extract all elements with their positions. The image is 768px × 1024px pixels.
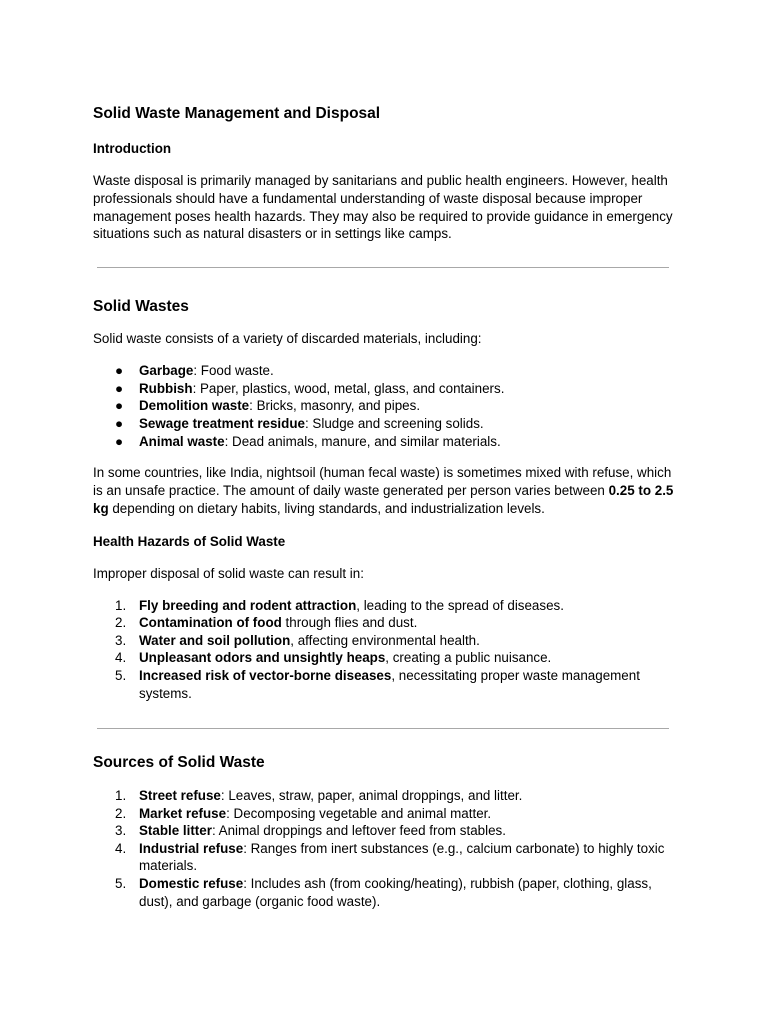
list-item [93,380,683,398]
list-number: 1. [115,597,127,613]
hazards-list [93,597,683,703]
list-item [93,362,683,380]
list-number: 2. [115,615,127,631]
list-item-desc: , leading to the spread of diseases. [356,597,564,613]
divider-wrap-1 [93,243,683,276]
solid-wastes-lead: Solid waste consists of a variety of discarded materials, including: [93,331,482,347]
intro-heading: Introduction [93,141,172,156]
list-item-desc: : Sludge and screening solids. [304,415,484,431]
list-item [93,597,683,615]
list-item-term: Unpleasant odors and unsightly heaps [139,650,386,666]
bullet-icon: ● [115,433,124,449]
list-item-desc: : Animal droppings and leftover feed from stables. [211,823,506,839]
section-divider [97,728,669,729]
list-item-desc: : Paper, plastics, wood, metal, glass, and containers. [192,380,505,396]
solid-wastes-heading: Solid Wastes [93,298,189,316]
list-item-desc: : Includes ash (from cooking/heating), rubbish (paper, clothing, glass, dust), and garbage (organic food waste). [139,876,652,909]
waste-types-list [93,362,683,450]
list-item-desc: : Dead animals, manure, and similar materials. [224,433,501,449]
list-item-desc: : Leaves, straw, paper, animal droppings, and litter. [220,788,523,804]
list-item-desc: : Ranges from inert substances (e.g., calcium carbonate) to highly toxic materials. [139,840,665,874]
list-item-term: Street refuse [139,788,221,804]
list-item [93,805,683,823]
list-item-desc: through flies and dust. [281,615,418,631]
list-number: 4. [115,840,127,856]
list-item [93,632,683,650]
list-item-term: Demolition waste [139,398,250,414]
list-number: 5. [115,667,127,683]
list-item [93,433,683,451]
list-item-term: Increased risk of vector-borne diseases [139,667,392,683]
list-item-desc: , creating a public nuisance. [385,650,552,666]
list-number: 5. [115,876,127,892]
list-item [93,649,683,667]
list-number: 3. [115,632,127,648]
waste-amount-range: 0.25 to 2.5 kg [93,482,674,516]
list-item-term: Stable litter [139,823,212,839]
list-number: 1. [115,788,127,804]
sources-list [93,787,683,910]
list-item-desc: , necessitating proper waste management systems. [139,667,640,701]
list-item-term: Sewage treatment residue [139,415,305,431]
nightsoil-text-after: depending on dietary habits, living standards, and industrialization levels. [108,500,545,516]
section-divider [97,267,669,268]
list-number: 2. [115,805,127,821]
list-item [93,840,683,875]
list-number: 4. [115,650,127,666]
list-item-term: Contamination of food [139,615,282,631]
sources-heading: Sources of Solid Waste [93,754,265,772]
bullet-icon: ● [115,363,124,379]
document-title: Solid Waste Management and Disposal [93,105,381,122]
list-item [93,667,683,702]
document-content [93,103,683,910]
list-item-desc: : Food waste. [193,363,274,379]
divider-wrap-2 [93,702,683,730]
list-item-desc: : Decomposing vegetable and animal matter. [226,805,492,821]
nightsoil-paragraph [93,464,683,517]
list-item-term: Animal waste [139,433,225,449]
list-item-term: Industrial refuse [139,840,244,856]
hazards-heading: Health Hazards of Solid Waste [93,533,286,549]
bullet-icon: ● [115,398,124,414]
list-item-term: Water and soil pollution [139,632,291,648]
list-item [93,787,683,805]
list-item [93,397,683,415]
list-item-term: Rubbish [139,380,193,396]
list-item-term: Fly breeding and rodent attraction [139,597,357,613]
bullet-icon: ● [115,380,124,396]
list-item-term: Market refuse [139,805,227,821]
nightsoil-text-before: In some countries, like India, nightsoil (human fecal waste) is sometimes mixed with refuse, which is an unsafe practice. The amount of daily waste generated per person varies between [93,465,672,498]
intro-paragraph: Waste disposal is primarily managed by sanitarians and public health engineers. However, health professionals should have a fundamental understanding of waste disposal because improper management poses health hazards. They may also be required to provide guidance in emergency situations such as natural disasters or in settings like camps. [93,173,673,242]
bullet-icon: ● [115,415,124,431]
list-item-term: Domestic refuse [139,876,244,892]
list-item [93,875,683,910]
list-number: 3. [115,823,127,839]
list-item-term: Garbage [139,363,194,379]
list-item-desc: , affecting environmental health. [290,632,480,648]
list-item-desc: : Bricks, masonry, and pipes. [249,398,421,414]
list-item [93,415,683,433]
list-item [93,614,683,632]
hazards-lead: Improper disposal of solid waste can result in: [93,565,364,581]
list-item [93,822,683,840]
